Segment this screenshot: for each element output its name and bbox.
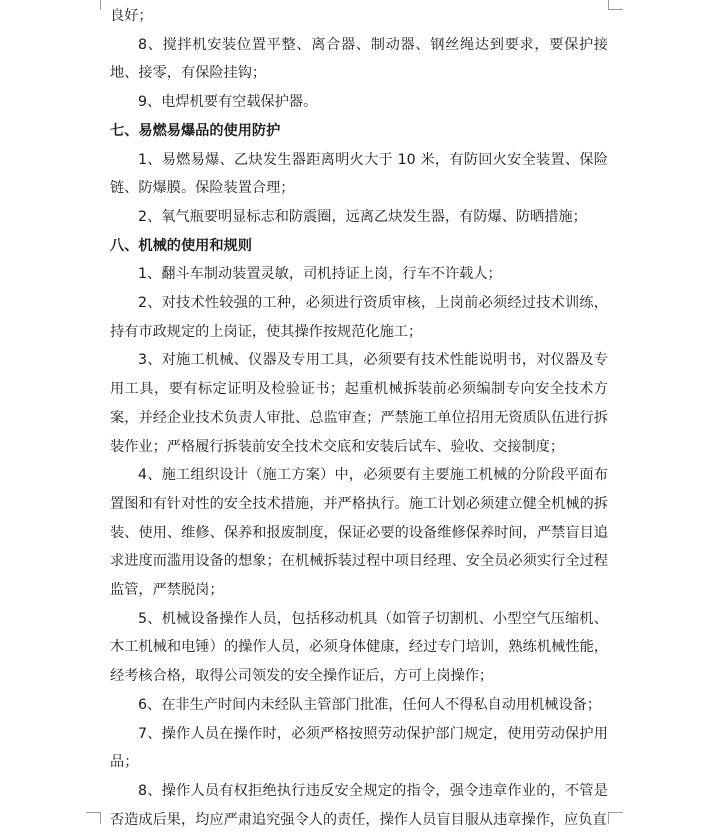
paragraph-oxygen: 2、氧气瓶要明显标志和防震圈，远离乙炔发生器，有防爆、防晒措施；: [138, 208, 587, 225]
paragraph-non-production: 6、在非生产时间内未经队主管部门批准，任何人不得私自动用机械设备；: [138, 696, 602, 713]
crop-mark-top-right-h: [609, 9, 623, 10]
paragraph-operators: 5、机械设备操作人员，包括移动机具（如管子切割机、小型空气压缩机、木工机械和电锤）的操作人员，必须身体健康，经过专门培训，熟练机械性能，经考核合格，取得公司领发的安全操作证后，方可上岗操作；: [110, 610, 608, 685]
crop-mark-top-left: [100, 0, 101, 10]
paragraph-acetylene: 1、易燃易爆、乙炔发生器距离明火大于 10 米，有防回火安全装置、保险链、防爆膜。保险装置合理；: [110, 151, 608, 197]
crop-mark-bottom-right: [608, 812, 609, 824]
paragraph-qualification: 2、对技术性较强的工种，必须进行资质审核，上岗前必须经过技术训练，持有市政规定的上岗证，使其操作按规范化施工；: [110, 295, 608, 340]
document-body: [110, 2, 608, 834]
section-heading-machinery: 八、机械的使用和规则: [110, 237, 252, 254]
paragraph-dump-truck: 1、翻斗车制动装置灵敏，司机持证上岗，行车不许载人；: [138, 266, 502, 283]
paragraph-welder: 9、电焊机要有空载保护器。: [138, 94, 318, 111]
paragraph-continuation: 良好；: [110, 8, 153, 24]
paragraph-refuse-orders: 8、操作人员有权拒绝执行违反安全规定的指令，强令违章作业的，不管是否造成后果，均应严肃追究强令人的责任，操作人员盲目服从违章操作，应负直: [110, 782, 608, 828]
crop-mark-bottom-left-h: [86, 812, 100, 813]
section-heading-flammables: 七、易燃易爆品的使用防护: [110, 122, 281, 139]
crop-mark-bottom-left: [100, 812, 101, 824]
paragraph-instruments: 3、对施工机械、仪器及专用工具，必须要有技术性能说明书，对仪器及专用工具，要有标定证明及检验证书；起重机械拆装前必须编制专向安全技术方案，并经企业技术负责人审批、总监审查；严禁施工单位招用无资质队伍进行拆装作业；严格履行拆装前安全技术交底和安装后试车、验收、交接制度；: [110, 352, 608, 455]
paragraph-mixer-install: 8、搅拌机安装位置平整、离合器、制动器、钢丝绳达到要求，要保护接地、接零，有保险挂钩；: [110, 36, 608, 82]
paragraph-construction-plan: 4、施工组织设计（施工方案）中，必须要有主要施工机械的分阶段平面布置图和有针对性的安全技术措施，并严格执行。施工计划必须建立健全机械的拆装、使用、维修、保养和报废制度，保证必要的设备维修保养时间，严禁盲目追求进度而滥用设备的想象；在机械拆装过程中项目经理、安全员必须实行全过程监管，严禁脱岗；: [110, 467, 608, 599]
paragraph-protective-gear: 7、操作人员在操作时，必须严格按照劳动保护部门规定，使用劳动保护用品；: [110, 725, 608, 771]
crop-mark-bottom-right-h: [609, 812, 623, 813]
